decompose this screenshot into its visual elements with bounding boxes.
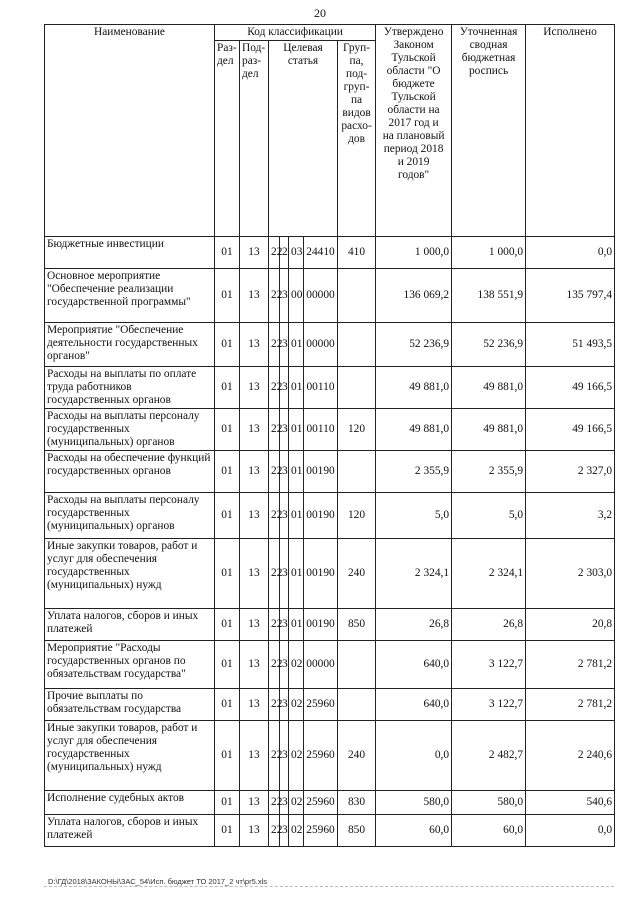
header-code: Код классификации bbox=[215, 25, 376, 41]
header-target: Целевая статья bbox=[269, 41, 338, 237]
row-target-direction: 24410 bbox=[304, 237, 338, 269]
row-target-direction: 00110 bbox=[304, 409, 338, 451]
row-name: Бюджетные инвестиции bbox=[45, 237, 215, 269]
row-refined: 60,0 bbox=[452, 815, 526, 847]
row-expense-group: 120 bbox=[338, 493, 376, 539]
row-expense-group bbox=[338, 641, 376, 689]
footer-divider bbox=[44, 886, 614, 887]
row-target-event: 02 bbox=[289, 641, 304, 689]
row-approved: 52 236,9 bbox=[376, 323, 452, 367]
table-row bbox=[45, 689, 615, 721]
row-refined: 138 551,9 bbox=[452, 269, 526, 323]
row-approved: 1 000,0 bbox=[376, 237, 452, 269]
table-body bbox=[45, 237, 615, 847]
row-section: 01 bbox=[215, 539, 240, 609]
row-target-program: 22 bbox=[269, 689, 280, 721]
table-row bbox=[45, 451, 615, 493]
header-approved: Утверждено Законом Тульской области "О бюджете Тульской области на 2017 год и на плановый период 2018 и 2019 годов" bbox=[376, 25, 452, 237]
row-refined: 1 000,0 bbox=[452, 237, 526, 269]
header-group: Груп- па, под- груп- па видов расхо- дов bbox=[338, 41, 376, 237]
row-executed: 0,0 bbox=[526, 815, 615, 847]
row-name: Мероприятие "Обеспечение деятельности государственных органов" bbox=[45, 323, 215, 367]
table-row bbox=[45, 323, 615, 367]
row-target-subprogram: 3 bbox=[280, 451, 289, 493]
header-name: Наименование bbox=[45, 25, 215, 237]
table-row bbox=[45, 493, 615, 539]
row-section: 01 bbox=[215, 721, 240, 791]
row-target-program: 22 bbox=[269, 269, 280, 323]
row-section: 01 bbox=[215, 367, 240, 409]
row-target-subprogram: 3 bbox=[280, 791, 289, 815]
row-executed: 135 797,4 bbox=[526, 269, 615, 323]
row-subsection: 13 bbox=[240, 409, 269, 451]
table-row bbox=[45, 237, 615, 269]
row-executed: 2 240,6 bbox=[526, 721, 615, 791]
row-subsection: 13 bbox=[240, 451, 269, 493]
row-section: 01 bbox=[215, 409, 240, 451]
row-target-direction: 25960 bbox=[304, 689, 338, 721]
row-subsection: 13 bbox=[240, 237, 269, 269]
row-target-subprogram: 3 bbox=[280, 367, 289, 409]
row-refined: 49 881,0 bbox=[452, 409, 526, 451]
budget-table bbox=[44, 24, 615, 847]
row-target-program: 22 bbox=[269, 539, 280, 609]
row-name: Расходы на выплаты персоналу государственных (муниципальных) органов bbox=[45, 409, 215, 451]
row-subsection: 13 bbox=[240, 493, 269, 539]
row-section: 01 bbox=[215, 493, 240, 539]
row-expense-group: 850 bbox=[338, 815, 376, 847]
row-target-subprogram: 3 bbox=[280, 539, 289, 609]
row-target-program: 22 bbox=[269, 237, 280, 269]
row-executed: 20,8 bbox=[526, 609, 615, 641]
table-row bbox=[45, 721, 615, 791]
row-name: Прочие выплаты по обязательствам государства bbox=[45, 689, 215, 721]
row-target-program: 22 bbox=[269, 367, 280, 409]
row-target-subprogram: 3 bbox=[280, 323, 289, 367]
row-name: Расходы на выплаты персоналу государственных (муниципальных) органов bbox=[45, 493, 215, 539]
row-name: Расходы на выплаты по оплате труда работников государственных органов bbox=[45, 367, 215, 409]
row-approved: 49 881,0 bbox=[376, 367, 452, 409]
row-executed: 540,6 bbox=[526, 791, 615, 815]
row-executed: 49 166,5 bbox=[526, 367, 615, 409]
row-target-direction: 00000 bbox=[304, 323, 338, 367]
row-refined: 3 122,7 bbox=[452, 641, 526, 689]
row-target-direction: 25960 bbox=[304, 721, 338, 791]
row-target-program: 22 bbox=[269, 409, 280, 451]
row-section: 01 bbox=[215, 815, 240, 847]
row-approved: 49 881,0 bbox=[376, 409, 452, 451]
row-target-program: 22 bbox=[269, 323, 280, 367]
row-target-program: 22 bbox=[269, 641, 280, 689]
row-subsection: 13 bbox=[240, 323, 269, 367]
row-subsection: 13 bbox=[240, 815, 269, 847]
row-expense-group: 830 bbox=[338, 791, 376, 815]
row-executed: 49 166,5 bbox=[526, 409, 615, 451]
row-section: 01 bbox=[215, 323, 240, 367]
row-target-direction: 00000 bbox=[304, 641, 338, 689]
row-section: 01 bbox=[215, 237, 240, 269]
row-target-event: 01 bbox=[289, 409, 304, 451]
row-refined: 3 122,7 bbox=[452, 689, 526, 721]
file-path-footer: D:\ГД\2018\ЗАКОНЫ\ЗАС_54\Исп. бюджет ТО 2017_2 чт\pr5.xls bbox=[48, 877, 267, 886]
row-section: 01 bbox=[215, 791, 240, 815]
row-name: Иные закупки товаров, работ и услуг для обеспечения государственных (муниципальных) нужд bbox=[45, 539, 215, 609]
row-refined: 5,0 bbox=[452, 493, 526, 539]
row-target-subprogram: 3 bbox=[280, 689, 289, 721]
table-row bbox=[45, 409, 615, 451]
row-section: 01 bbox=[215, 609, 240, 641]
header-refined: Уточненная сводная бюджетная роспись bbox=[452, 25, 526, 237]
row-refined: 49 881,0 bbox=[452, 367, 526, 409]
row-section: 01 bbox=[215, 451, 240, 493]
row-refined: 2 355,9 bbox=[452, 451, 526, 493]
row-name: Основное мероприятие "Обеспечение реализации государственной программы" bbox=[45, 269, 215, 323]
row-target-event: 01 bbox=[289, 367, 304, 409]
header-section: Раз- дел bbox=[215, 41, 240, 237]
row-executed: 0,0 bbox=[526, 237, 615, 269]
row-target-direction: 00190 bbox=[304, 451, 338, 493]
row-subsection: 13 bbox=[240, 721, 269, 791]
row-expense-group: 410 bbox=[338, 237, 376, 269]
row-target-direction: 25960 bbox=[304, 815, 338, 847]
row-approved: 2 324,1 bbox=[376, 539, 452, 609]
row-target-program: 22 bbox=[269, 721, 280, 791]
row-approved: 5,0 bbox=[376, 493, 452, 539]
row-expense-group: 120 bbox=[338, 409, 376, 451]
row-target-subprogram: 3 bbox=[280, 609, 289, 641]
row-expense-group bbox=[338, 689, 376, 721]
row-target-event: 02 bbox=[289, 689, 304, 721]
table-header bbox=[45, 25, 615, 237]
row-expense-group bbox=[338, 269, 376, 323]
row-approved: 136 069,2 bbox=[376, 269, 452, 323]
row-refined: 2 324,1 bbox=[452, 539, 526, 609]
row-target-direction: 00190 bbox=[304, 539, 338, 609]
row-approved: 0,0 bbox=[376, 721, 452, 791]
row-name: Мероприятие "Расходы государственных органов по обязательствам государства" bbox=[45, 641, 215, 689]
row-target-subprogram: 3 bbox=[280, 641, 289, 689]
row-subsection: 13 bbox=[240, 609, 269, 641]
row-expense-group: 850 bbox=[338, 609, 376, 641]
header-subsection: Под- раз- дел bbox=[240, 41, 269, 237]
row-subsection: 13 bbox=[240, 539, 269, 609]
row-name: Уплата налогов, сборов и иных платежей bbox=[45, 609, 215, 641]
row-expense-group bbox=[338, 367, 376, 409]
row-refined: 52 236,9 bbox=[452, 323, 526, 367]
row-refined: 2 482,7 bbox=[452, 721, 526, 791]
row-name: Иные закупки товаров, работ и услуг для обеспечения государственных (муниципальных) нужд bbox=[45, 721, 215, 791]
row-target-subprogram: 3 bbox=[280, 721, 289, 791]
row-subsection: 13 bbox=[240, 791, 269, 815]
row-expense-group: 240 bbox=[338, 721, 376, 791]
page-number: 20 bbox=[314, 6, 326, 20]
row-expense-group bbox=[338, 451, 376, 493]
row-expense-group bbox=[338, 323, 376, 367]
row-target-program: 22 bbox=[269, 791, 280, 815]
row-target-event: 01 bbox=[289, 451, 304, 493]
row-target-program: 22 bbox=[269, 451, 280, 493]
table-row bbox=[45, 641, 615, 689]
row-section: 01 bbox=[215, 689, 240, 721]
row-executed: 2 781,2 bbox=[526, 641, 615, 689]
row-target-program: 22 bbox=[269, 493, 280, 539]
row-target-subprogram: 2 bbox=[280, 237, 289, 269]
table-row bbox=[45, 539, 615, 609]
row-subsection: 13 bbox=[240, 689, 269, 721]
table-row bbox=[45, 609, 615, 641]
row-executed: 3,2 bbox=[526, 493, 615, 539]
table-row bbox=[45, 791, 615, 815]
row-target-event: 01 bbox=[289, 493, 304, 539]
row-executed: 2 781,2 bbox=[526, 689, 615, 721]
row-target-subprogram: 3 bbox=[280, 269, 289, 323]
row-name: Расходы на обеспечение функций государственных органов bbox=[45, 451, 215, 493]
row-executed: 2 303,0 bbox=[526, 539, 615, 609]
row-executed: 51 493,5 bbox=[526, 323, 615, 367]
row-name: Уплата налогов, сборов и иных платежей bbox=[45, 815, 215, 847]
row-target-event: 03 bbox=[289, 237, 304, 269]
row-approved: 2 355,9 bbox=[376, 451, 452, 493]
row-subsection: 13 bbox=[240, 641, 269, 689]
row-target-event: 01 bbox=[289, 323, 304, 367]
row-approved: 640,0 bbox=[376, 641, 452, 689]
row-section: 01 bbox=[215, 641, 240, 689]
row-target-direction: 25960 bbox=[304, 791, 338, 815]
row-approved: 60,0 bbox=[376, 815, 452, 847]
row-approved: 26,8 bbox=[376, 609, 452, 641]
row-target-subprogram: 3 bbox=[280, 493, 289, 539]
row-expense-group: 240 bbox=[338, 539, 376, 609]
row-target-subprogram: 3 bbox=[280, 815, 289, 847]
table-row bbox=[45, 269, 615, 323]
row-target-direction: 00190 bbox=[304, 609, 338, 641]
row-target-event: 01 bbox=[289, 609, 304, 641]
row-target-event: 02 bbox=[289, 815, 304, 847]
row-target-event: 02 bbox=[289, 791, 304, 815]
row-name: Исполнение судебных актов bbox=[45, 791, 215, 815]
row-section: 01 bbox=[215, 269, 240, 323]
row-target-event: 02 bbox=[289, 721, 304, 791]
row-target-program: 22 bbox=[269, 815, 280, 847]
row-target-program: 22 bbox=[269, 609, 280, 641]
row-subsection: 13 bbox=[240, 269, 269, 323]
row-approved: 640,0 bbox=[376, 689, 452, 721]
row-subsection: 13 bbox=[240, 367, 269, 409]
row-approved: 580,0 bbox=[376, 791, 452, 815]
row-target-event: 00 bbox=[289, 269, 304, 323]
row-target-direction: 00190 bbox=[304, 493, 338, 539]
table-row bbox=[45, 815, 615, 847]
row-refined: 26,8 bbox=[452, 609, 526, 641]
row-executed: 2 327,0 bbox=[526, 451, 615, 493]
header-executed: Исполнено bbox=[526, 25, 615, 237]
row-target-event: 01 bbox=[289, 539, 304, 609]
row-target-subprogram: 3 bbox=[280, 409, 289, 451]
table-row bbox=[45, 367, 615, 409]
row-target-direction: 00000 bbox=[304, 269, 338, 323]
row-target-direction: 00110 bbox=[304, 367, 338, 409]
row-refined: 580,0 bbox=[452, 791, 526, 815]
